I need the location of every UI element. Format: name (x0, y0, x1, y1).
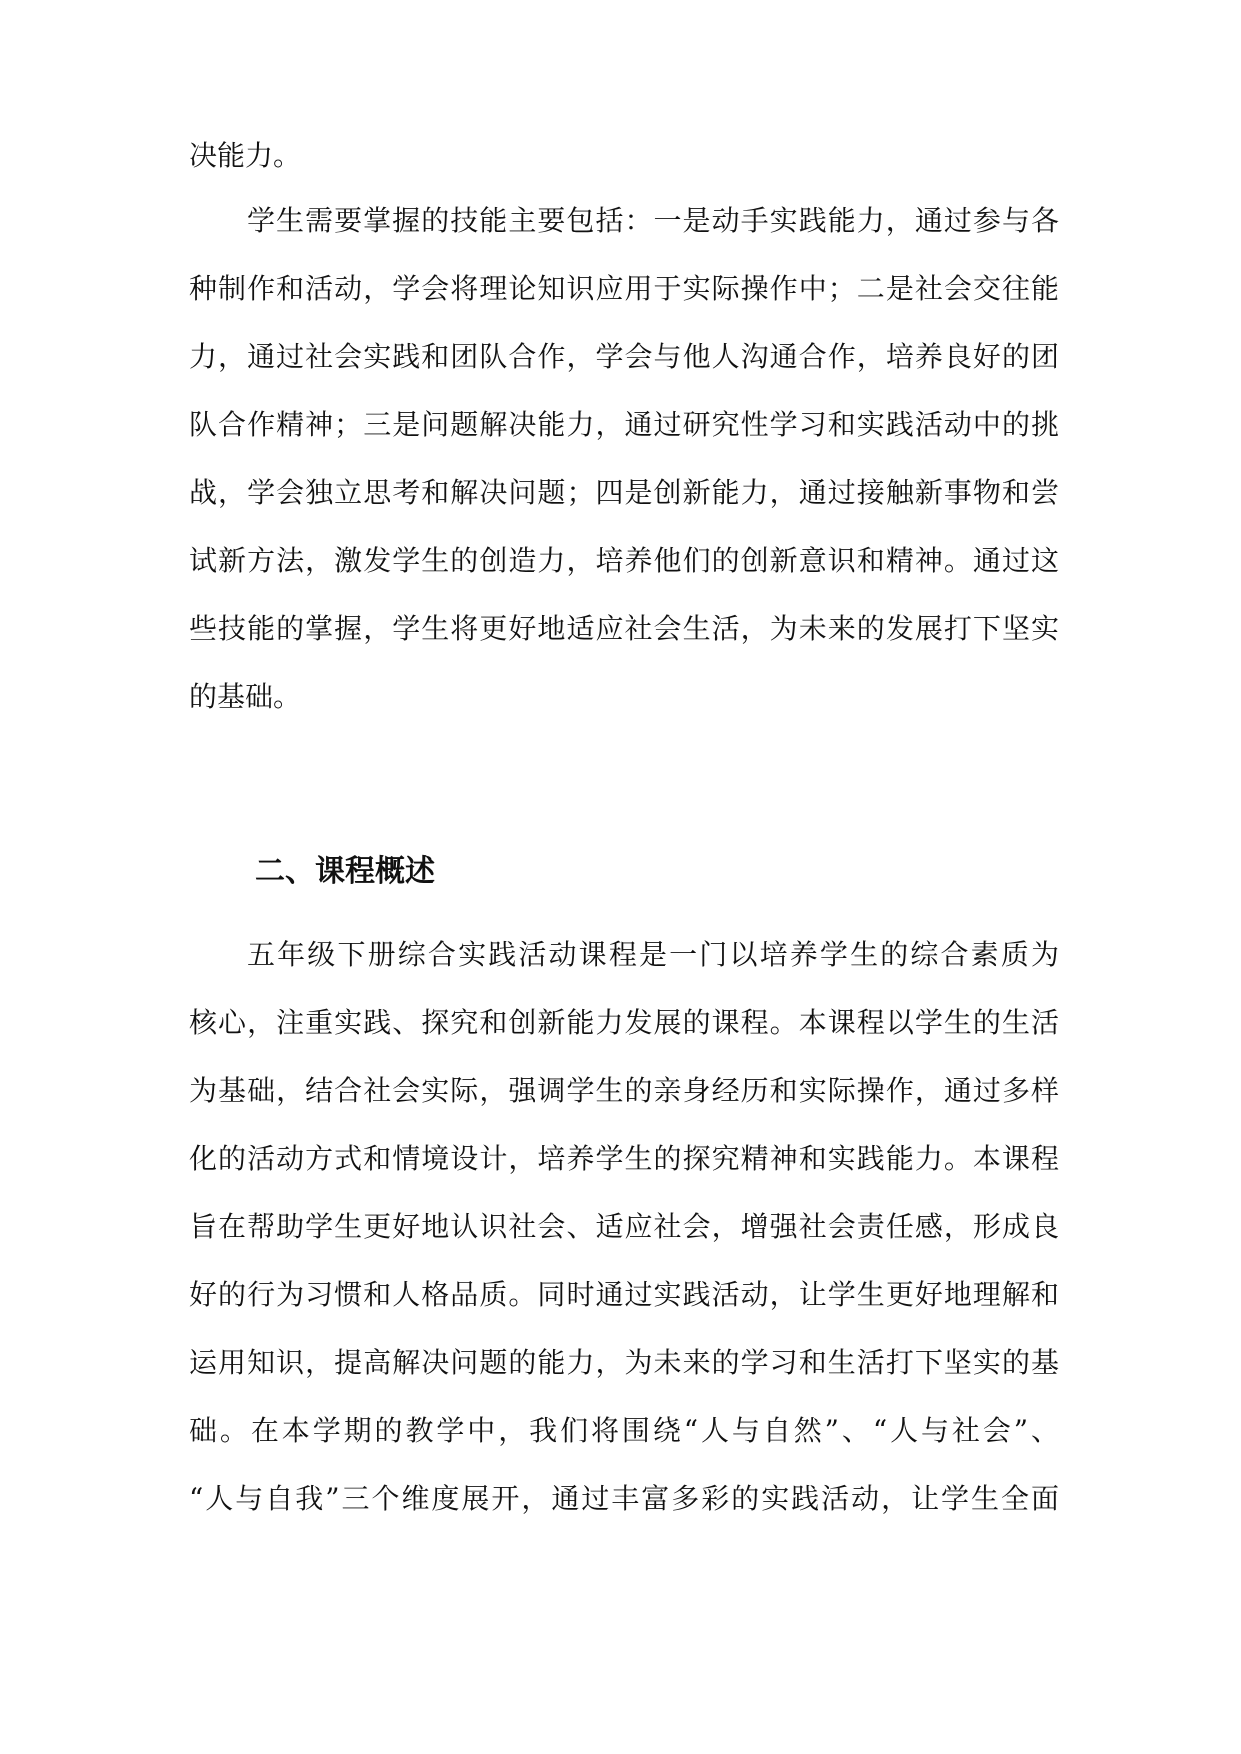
paragraph-line: 种制作和活动，学会将理论知识应用于实际操作中；二是社会交往能 (189, 272, 1059, 305)
paragraph-line: 战，学会独立思考和解决问题；四是创新能力，通过接触新事物和尝 (189, 476, 1059, 509)
paragraph-line: 试新方法，激发学生的创造力，培养他们的创新意识和精神。通过这 (189, 544, 1059, 577)
paragraph-line: 决能力。 (189, 139, 302, 172)
paragraph-line: 五年级下册综合实践活动课程是一门以培养学生的综合素质为 (247, 938, 1059, 971)
paragraph-line: 核心，注重实践、探究和创新能力发展的课程。本课程以学生的生活 (189, 1006, 1059, 1039)
section-heading: 二、课程概述 (255, 854, 435, 889)
paragraph-line: 些技能的掌握，学生将更好地适应社会生活，为未来的发展打下坚实 (189, 612, 1059, 645)
paragraph-line: 力，通过社会实践和团队合作，学会与他人沟通合作，培养良好的团 (189, 340, 1059, 373)
paragraph-line: 础。在本学期的教学中，我们将围绕“人与自然”、“人与社会”、 (189, 1414, 1059, 1447)
paragraph-line: 运用知识，提高解决问题的能力，为未来的学习和生活打下坚实的基 (189, 1346, 1059, 1379)
paragraph-line: 旨在帮助学生更好地认识社会、适应社会，增强社会责任感，形成良 (189, 1210, 1059, 1243)
paragraph-line: 学生需要掌握的技能主要包括：一是动手实践能力，通过参与各 (247, 204, 1059, 237)
paragraph-line: “人与自我”三个维度展开，通过丰富多彩的实践活动，让学生全面 (189, 1482, 1059, 1515)
paragraph-line: 队合作精神；三是问题解决能力，通过研究性学习和实践活动中的挑 (189, 408, 1059, 441)
paragraph-line: 的基础。 (189, 680, 302, 713)
paragraph-line: 为基础，结合社会实际，强调学生的亲身经历和实际操作，通过多样 (189, 1074, 1059, 1107)
paragraph-line: 好的行为习惯和人格品质。同时通过实践活动，让学生更好地理解和 (189, 1278, 1059, 1311)
paragraph-line: 化的活动方式和情境设计，培养学生的探究精神和实践能力。本课程 (189, 1142, 1059, 1175)
